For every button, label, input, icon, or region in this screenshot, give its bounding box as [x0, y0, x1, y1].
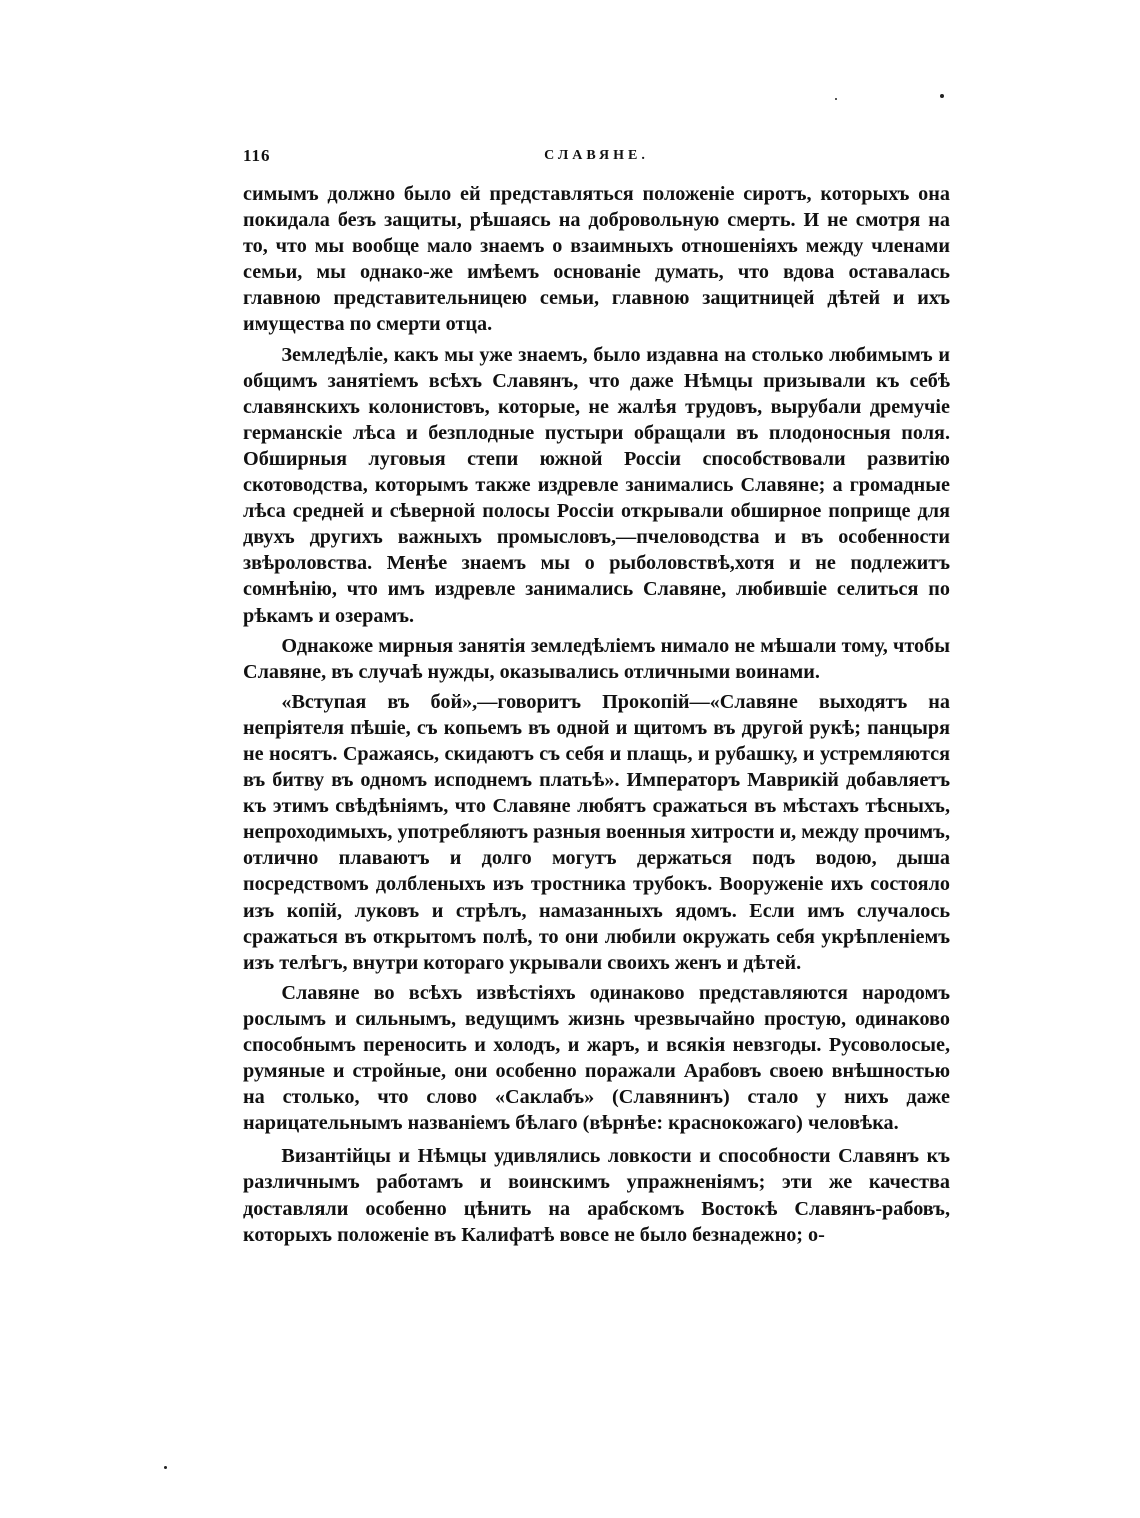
scan-speck	[164, 1466, 167, 1469]
page-number: 116	[243, 146, 271, 165]
scan-speck	[940, 94, 944, 98]
running-head: СЛАВЯНЕ.	[544, 148, 649, 163]
scan-speck	[835, 98, 837, 100]
paragraph-4: «Вступая въ бой»,—говоритъ Прокопій—«Славяне выходятъ на непріятеля пѣшіе, съ копьемъ въ одной и щитомъ въ другой рукѣ; панцыря не носятъ. Сражаясь, скидаютъ съ себя и плащь, и рубашку, и устремляются въ битву въ одномъ исподнемъ платьѣ». Императоръ Маврикій добавляетъ къ этимъ свѣдѣніямъ, что Славяне любятъ сражаться въ мѣстахъ тѣсныхъ, непроходимыхъ, употребляютъ разныя военныя хитрости и, между прочимъ, отлично плаваютъ и долго могутъ держаться подъ водою, дыша посредствомъ долбленыхъ изъ тростника трубокъ. Вооруженіе ихъ состояло изъ копій, луковъ и стрѣлъ, намазанныхъ ядомъ. Если имъ случалось сражаться въ открытомъ полѣ, то они любили окружать себя укрѣпленіемъ изъ телѣгъ, внутри котораго укрывали своихъ женъ и дѣтей.	[243, 690, 950, 974]
paragraph-1: симымъ должно было ей представляться положеніе сиротъ, которыхъ она покидала безъ защиты, рѣшаясь на добровольную смерть. И не смотря на то, что мы вообще мало знаемъ о взаимныхъ отношеніяхъ между членами семьи, мы однако-же имѣемъ основаніе думать, что вдова оставалась главною представительницею семьи, главною защитницей дѣтей и ихъ имущества по смерти отца.	[243, 183, 950, 336]
paragraph-2: Земледѣліе, какъ мы уже знаемъ, было издавна на столько любимымъ и общимъ занятіемъ всѣхъ Славянъ, что даже Нѣмцы призывали къ себѣ славянскихъ колонистовъ, которые, не жалѣя трудовъ, вырубали дремучіе германскіе лѣса и безплодные пустыри обращали въ плодоносныя поля. Обширныя луговыя степи южной Россіи способствовали развитію скотоводства, которымъ также издревле занимались Славяне; а громадные лѣса средней и сѣверной полосы Россіи открывали обширное поприще для двухъ другихъ важныхъ промысловъ,—пчеловодства и въ особенности звѣроловства. Менѣе знаемъ мы о рыболовствѣ,хотя и не подлежитъ сомнѣнію, что имъ издревле занимались Славяне, любившіе селиться по рѣкамъ и озерамъ.	[243, 343, 950, 627]
paragraph-3: Однакоже мирныя занятія земледѣліемъ нимало не мѣшали тому, чтобы Славяне, въ случаѣ нужды, оказывались отличными воинами.	[243, 634, 950, 683]
paragraph-6: Византійцы и Нѣмцы удивлялись ловкости и способности Славянъ къ различнымъ работамъ и воинскимъ упражненіямъ; эти же качества доставляли особенно цѣнить на арабскомъ Востокѣ Славянъ-рабовъ, которыхъ положеніе въ Калифатѣ вовсе не было безнадежно; о-	[243, 1145, 950, 1246]
body-text	[243, 181, 950, 1248]
paragraph-5: Славяне во всѣхъ извѣстіяхъ одинаково представляются народомъ рослымъ и сильнымъ, ведущимъ жизнь чрезвычайно простую, одинаково способнымъ переносить и холодъ, и жаръ, и всякія невзгоды. Русоволосые, румяные и стройные, они особенно поражали Арабовъ своею внѣшностью на столько, что слово «Саклабъ» (Славянинъ) стало у нихъ даже нарицательнымъ названіемъ бѣлаго (вѣрнѣе: краснокожаго) человѣка.	[243, 981, 950, 1135]
page-header	[243, 146, 950, 168]
